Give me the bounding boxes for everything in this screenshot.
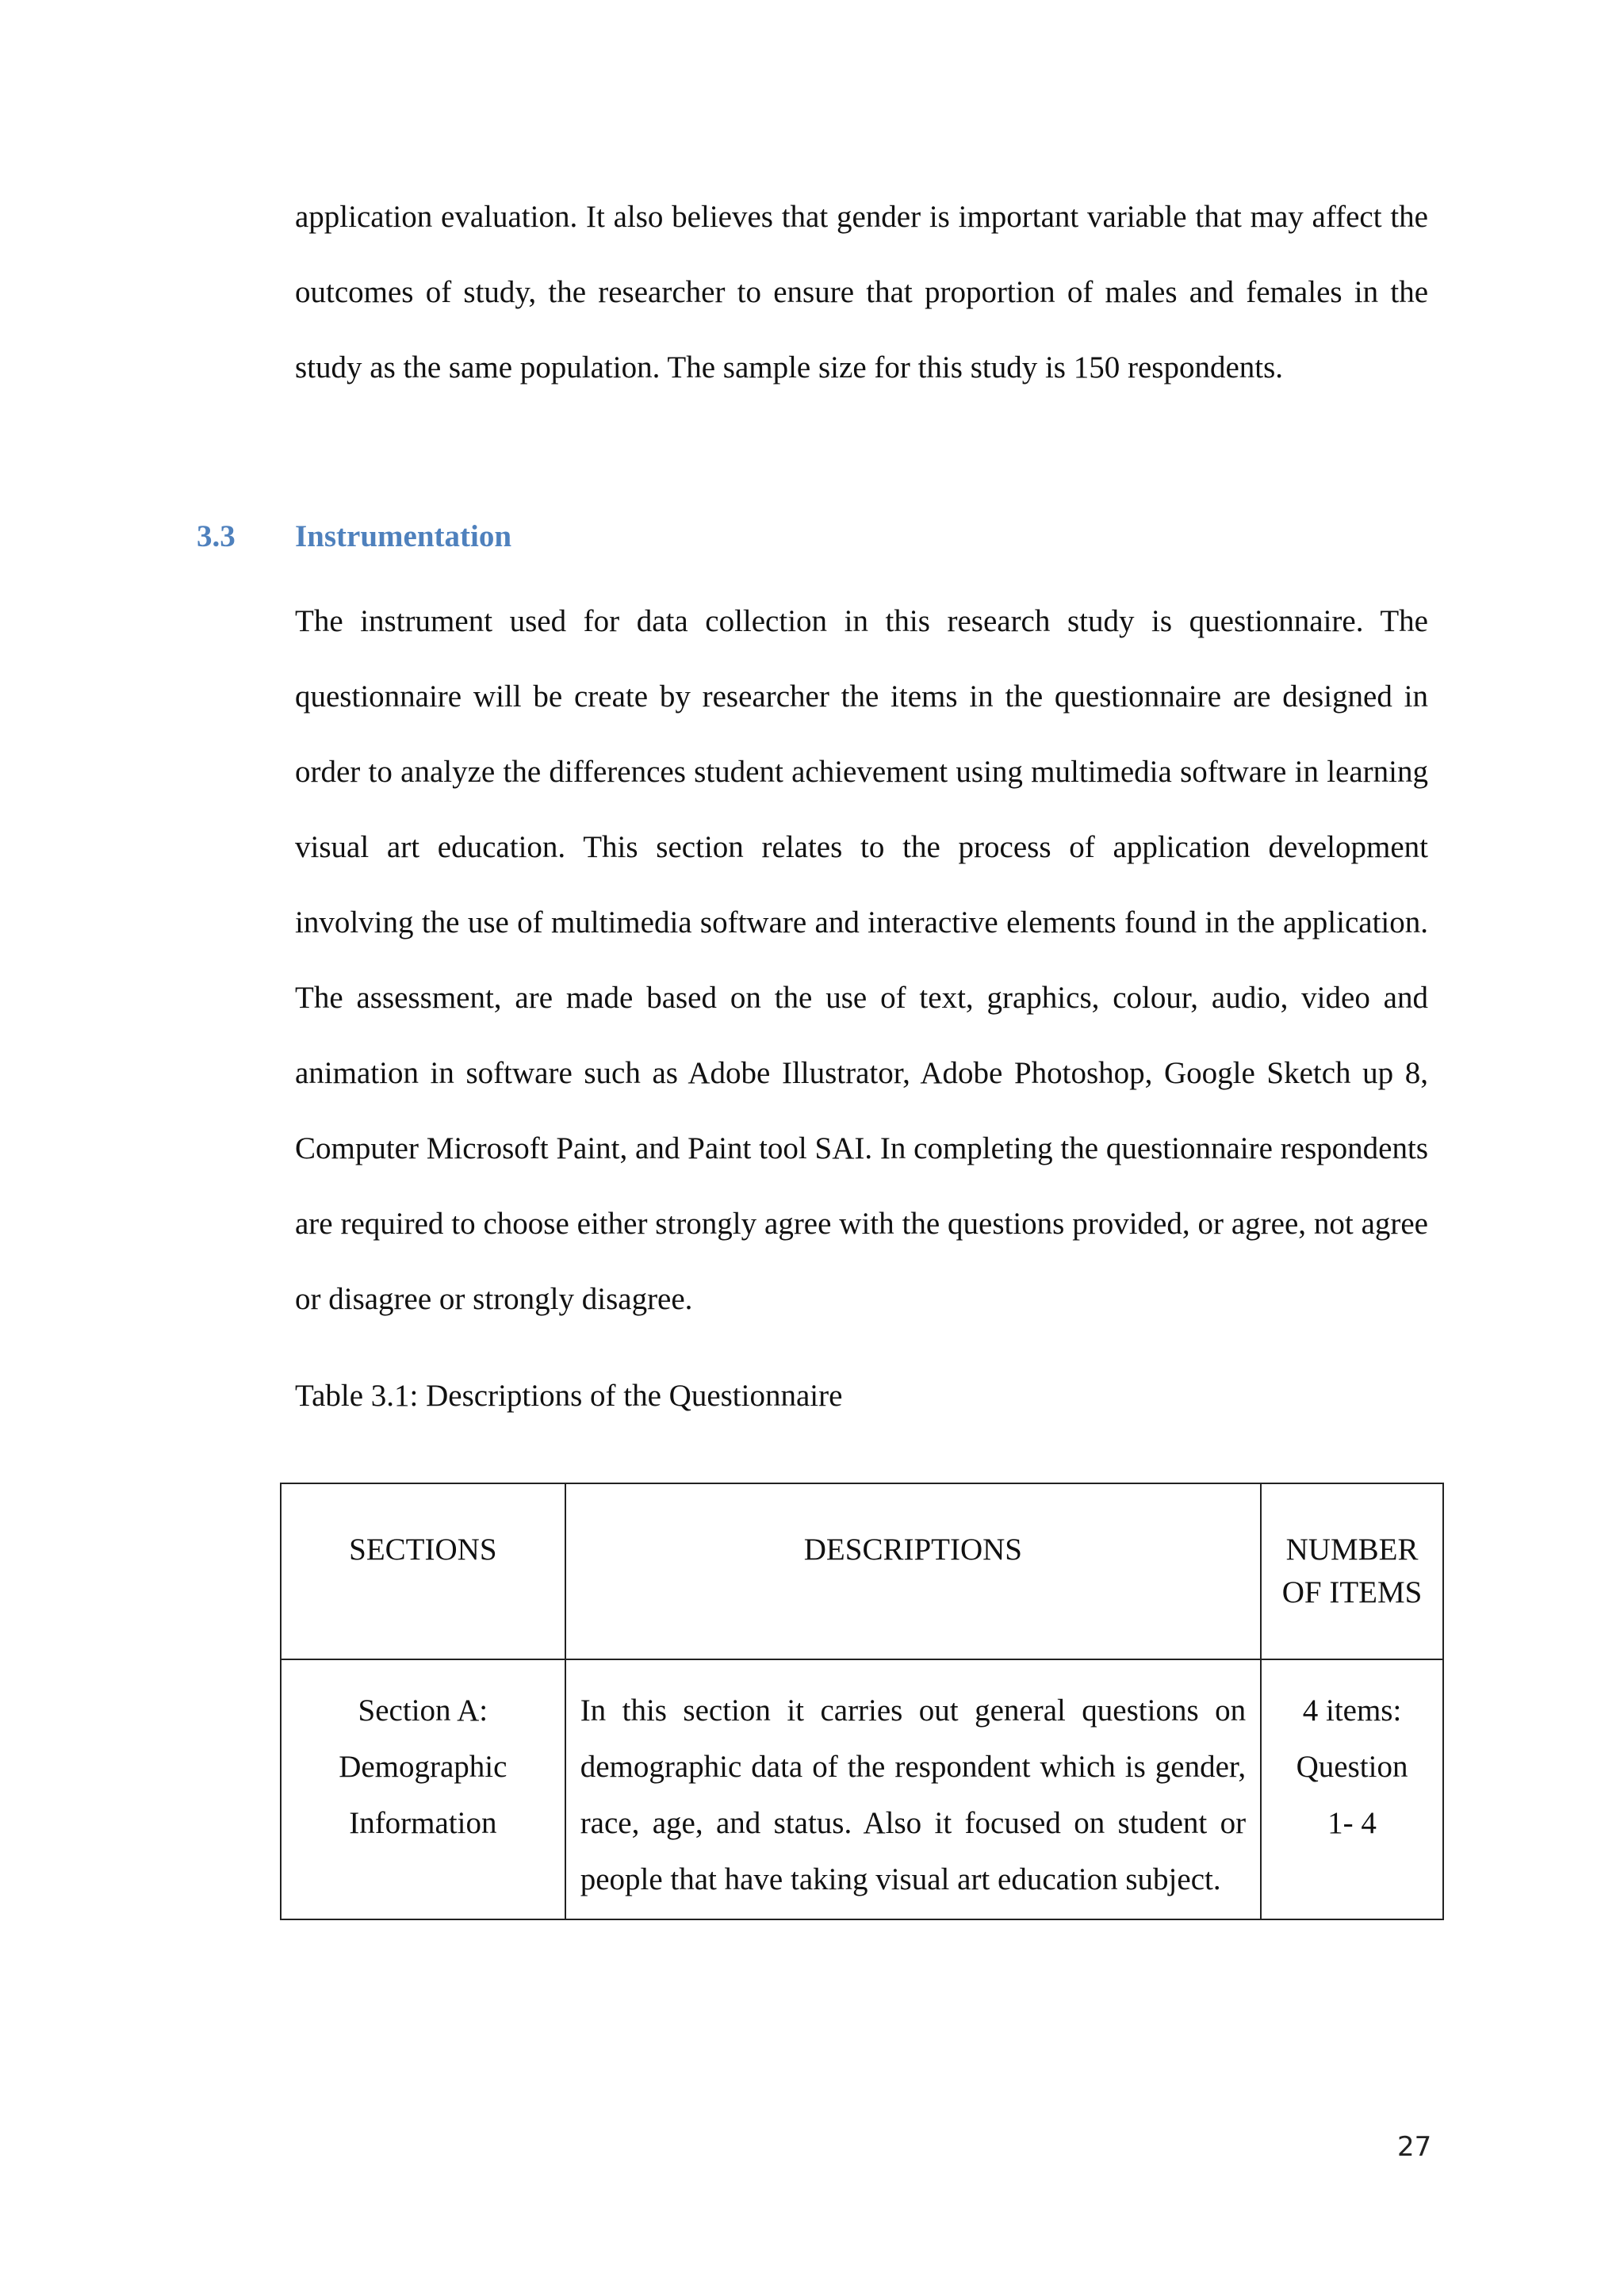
table-caption: Table 3.1: Descriptions of the Questionnaire (295, 1379, 843, 1413)
table-row (281, 1659, 1443, 1919)
table-header-row (281, 1483, 1443, 1659)
questionnaire-table (280, 1483, 1444, 1920)
cell-items-line: 1- 4 (1327, 1806, 1377, 1840)
paragraph-sample-size: application evaluation. It also believes that gender is important variable that may affect the outcomes of study, the researcher to ensure that proportion of males and females in the study as the same population. The sample size for this study is 150 respondents. (295, 200, 1428, 385)
paragraph-instrumentation: The instrument used for data collection in this research study is questionnaire. The questionnaire will be create by researcher the items in the questionnaire are designed in order to analyze the differences student achievement using multimedia software in learning visual art education. This section relates to the process of application development involving the use of multimedia software and interactive elements found in the application. The assessment, are made based on the use of text, graphics, colour, audio, video and animation in software such as Adobe Illustrator, Adobe Photoshop, Google Sketch up 8, Computer Microsoft Paint, and Paint tool SAI. In completing the questionnaire respondents are required to choose either strongly agree with the questions provided, or agree, not agree or disagree or strongly disagree. (295, 604, 1428, 1316)
section-number: 3.3 (197, 519, 236, 553)
header-sections: SECTIONS (281, 1483, 565, 1659)
cell-items-line: Question (1296, 1750, 1408, 1784)
section-title: Instrumentation (295, 519, 512, 553)
page-number: 27 (1397, 2131, 1432, 2163)
cell-description: In this section it carries out general questions on demographic data of the respondent which is gender, race, age, and status. Also it focused on student or people that have taking visual art education subject. (565, 1659, 1261, 1919)
cell-section (281, 1659, 565, 1919)
header-descriptions: DESCRIPTIONS (565, 1483, 1261, 1659)
cell-section-line: Section A: (358, 1693, 488, 1728)
cell-section-line: Information (349, 1806, 497, 1840)
header-number-of-items: NUMBER OF ITEMS (1261, 1483, 1443, 1659)
cell-items (1261, 1659, 1443, 1919)
cell-items-line: 4 items: (1302, 1693, 1402, 1728)
cell-section-line: Demographic (339, 1750, 508, 1784)
